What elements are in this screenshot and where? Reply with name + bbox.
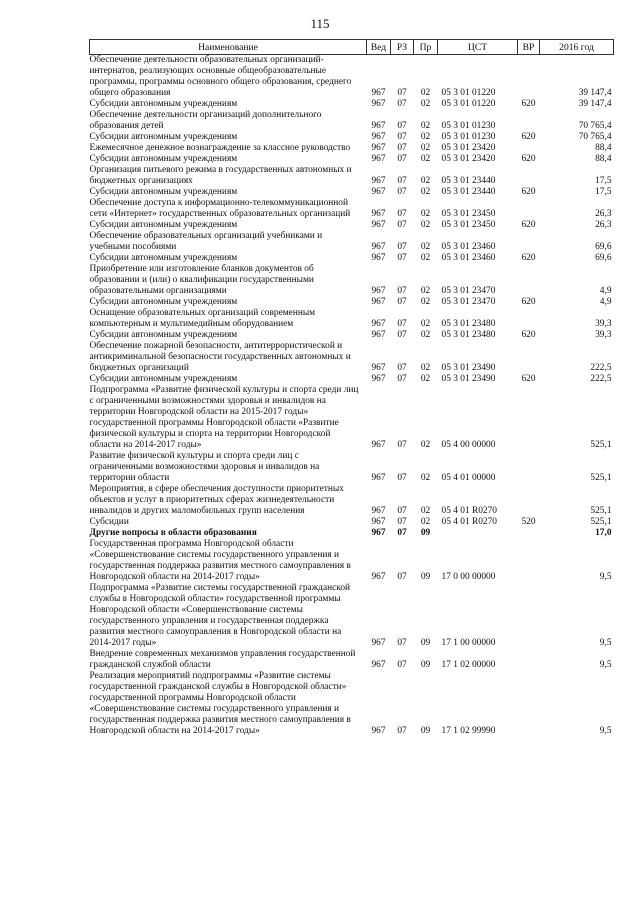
cell-rz: 07 [397,297,407,307]
cell-cst: 05 3 01 23460 [441,253,496,263]
cell-ved: 967 [371,319,386,329]
cell-ved: 967 [371,660,386,670]
cell-amount: 9,5 [599,660,612,670]
cell-amount: 39 147,4 [578,88,612,98]
cell-name: Приобретение или изготовление бланков документов об образовании и (или) о квалификации государственными образовательными организациями [89,264,314,296]
cell-rz: 07 [397,286,407,296]
cell-rz: 07 [397,88,407,98]
cell-cst: 05 3 01 23450 [441,220,496,230]
table-row [90,132,614,143]
cell-pr: 02 [420,374,431,384]
cell-ved: 967 [371,143,386,153]
cell-rz: 07 [397,209,407,219]
table-row [90,583,614,649]
table-row [90,385,614,451]
table-row [90,649,614,671]
cell-cst: 05 3 01 23490 [441,363,496,373]
cell-amount: 39,3 [595,319,612,329]
table-row [90,264,614,297]
cell-rz: 07 [397,506,407,516]
table-row [90,308,614,330]
cell-rz: 07 [397,374,407,384]
cell-vr: 620 [521,187,536,197]
header-pr: Пр [414,40,438,55]
cell-name: Субсидии автономным учреждениям [89,374,238,384]
cell-cst: 05 4 00 00000 [441,440,496,450]
cell-name: Обеспечение деятельности образовательных организаций-интернатов, реализующих основные общеобразовательные программы, программы основного общего образования, среднего общего образования [89,55,352,98]
cell-vr: 620 [521,99,536,109]
table-row [90,220,614,231]
cell-ved: 967 [371,187,386,197]
cell-amount: 17,0 [595,528,612,538]
cell-vr: 620 [521,253,536,263]
cell-pr: 02 [420,330,431,340]
cell-pr: 02 [420,209,431,219]
cell-ved: 967 [371,297,386,307]
cell-name: Обеспечение пожарной безопасности, антитеррористической и антикриминальной безопасности государственных автономных и бюджетных организаций [89,341,351,373]
cell-amount: 39 147,4 [578,99,612,109]
cell-name: Субсидии автономным учреждениям [89,253,238,263]
cell-rz: 07 [397,638,407,648]
cell-amount: 525,1 [590,517,612,527]
cell-amount: 70 765,4 [578,121,612,131]
table-row [90,297,614,308]
cell-amount: 525,1 [590,473,612,483]
table-row [90,110,614,132]
cell-name: Обеспечение деятельности организаций дополнительного образования детей [89,110,322,131]
cell-amount: 69,6 [595,253,612,263]
cell-name: Субсидии автономным учреждениям [89,330,238,340]
cell-rz: 07 [397,154,407,164]
cell-ved: 967 [371,176,386,186]
cell-rz: 07 [397,242,407,252]
cell-pr: 02 [420,154,431,164]
cell-cst: 17 1 00 00000 [441,638,496,648]
cell-rz: 07 [397,660,407,670]
cell-amount: 4,9 [599,286,612,296]
cell-amount: 17,5 [595,187,612,197]
header-vr: ВР [518,40,540,55]
cell-rz: 07 [397,440,407,450]
cell-name: Субсидии автономным учреждениям [89,187,238,197]
cell-rz: 07 [397,330,407,340]
cell-ved: 967 [371,572,386,582]
cell-rz: 07 [397,176,407,186]
cell-amount: 17,5 [595,176,612,186]
cell-vr [518,308,540,330]
cell-vr [518,484,540,517]
cell-rz: 07 [397,220,407,230]
table-row [90,55,614,100]
table-row [90,143,614,154]
cell-amount: 525,1 [590,440,612,450]
cell-pr: 02 [420,132,431,142]
cell-name: Субсидии автономным учреждениям [89,220,238,230]
cell-ved: 967 [371,506,386,516]
cell-rz: 07 [397,319,407,329]
cell-cst: 05 3 01 23470 [441,286,496,296]
cell-ved: 967 [371,363,386,373]
cell-ved: 967 [371,154,386,164]
cell-rz: 07 [397,473,407,483]
cell-cst [438,528,518,539]
cell-amount: 222,5 [590,363,612,373]
table-row [90,517,614,528]
cell-ved: 967 [371,209,386,219]
cell-vr [518,341,540,374]
cell-ved: 967 [371,473,386,483]
cell-ved: 967 [371,330,386,340]
cell-vr [518,110,540,132]
cell-rz: 07 [397,528,407,538]
cell-pr: 02 [420,473,431,483]
cell-name: Обеспечение доступа к информационно-телекоммуникационной сети «Интернет» государственных образовательных организаций [89,198,351,219]
cell-rz: 07 [397,363,407,373]
cell-ved: 967 [371,132,386,142]
cell-rz: 07 [397,726,407,736]
cell-amount: 39,3 [595,330,612,340]
cell-vr [518,539,540,583]
cell-name: Организация питьевого режима в государственных автономных и бюджетных организациях [89,165,352,186]
cell-cst: 05 3 01 01220 [441,88,496,98]
cell-vr: 520 [521,517,536,527]
cell-cst: 05 3 01 23450 [441,209,496,219]
cell-pr: 02 [420,176,431,186]
cell-ved: 967 [371,286,386,296]
cell-ved: 967 [371,99,386,109]
cell-cst: 17 1 02 99990 [441,726,496,736]
cell-cst: 05 3 01 23420 [441,154,496,164]
cell-amount: 222,5 [590,374,612,384]
cell-pr: 09 [420,572,431,582]
cell-vr: 620 [521,220,536,230]
cell-pr: 09 [420,638,431,648]
cell-vr [518,649,540,671]
table-row [90,165,614,187]
cell-ved: 967 [371,121,386,131]
cell-amount: 88,4 [595,154,612,164]
cell-rz: 07 [397,121,407,131]
cell-vr [518,671,540,737]
cell-name: Субсидии [89,517,129,527]
table-row [90,528,614,539]
cell-name: Государственная программа Новгородской области «Совершенствование системы государственного управления и государственная поддержка развития местного самоуправления в Новгородской области на 2014-2017 годы» [89,539,351,582]
cell-amount: 88,4 [595,143,612,153]
cell-rz: 07 [397,99,407,109]
cell-name: Оснащение образовательных организаций современным компьютерным и мультимедийным оборудованием [89,308,316,329]
cell-cst: 17 0 00 00000 [441,572,496,582]
header-rz: РЗ [391,40,414,55]
cell-vr: 620 [521,374,536,384]
cell-ved: 967 [371,88,386,98]
header-name: Наименование [90,40,367,55]
table-row [90,154,614,165]
table-row [90,539,614,583]
cell-pr: 02 [420,363,431,373]
cell-vr [518,198,540,220]
table-row [90,231,614,253]
cell-ved: 967 [371,242,386,252]
cell-rz: 07 [397,143,407,153]
cell-cst: 17 1 02 00000 [441,660,496,670]
cell-vr: 620 [521,330,536,340]
table-row [90,187,614,198]
table-row [90,198,614,220]
table-row [90,330,614,341]
cell-vr [518,528,540,539]
cell-name: Обеспечение образовательных организаций учебниками и учебными пособиями [89,231,323,252]
cell-pr: 02 [420,99,431,109]
cell-ved: 967 [371,220,386,230]
cell-amount: 26,3 [595,220,612,230]
cell-amount: 525,1 [590,506,612,516]
cell-pr: 02 [420,440,431,450]
table-row [90,99,614,110]
cell-vr: 620 [521,132,536,142]
cell-amount: 9,5 [599,572,612,582]
cell-name: Внедрение современных механизмов управления государственной гражданской службой области [89,649,356,670]
cell-name: Мероприятия, в сфере обеспечения доступности приоритетных объектов и услуг в приоритетных сферах жизнедеятельности инвалидов и других маломобильных групп населения [89,484,344,516]
cell-pr: 02 [420,297,431,307]
cell-ved: 967 [371,528,386,538]
cell-name: Развитие физической культуры и спорта среди лиц с ограниченными возможностями здоровья и инвалидов на территории области [89,451,320,483]
cell-cst: 05 3 01 01230 [441,121,496,131]
cell-vr [518,451,540,484]
cell-amount: 9,5 [599,638,612,648]
cell-amount: 69,6 [595,242,612,252]
header-year: 2016 год [540,40,614,55]
header-cst: ЦСТ [438,40,518,55]
table-row [90,341,614,374]
cell-pr: 02 [420,506,431,516]
cell-name: Другие вопросы в области образования [89,528,257,538]
cell-pr: 02 [420,143,431,153]
cell-cst: 05 3 01 23460 [441,242,496,252]
cell-cst: 05 4 01 R0270 [441,506,497,516]
cell-cst: 05 3 01 23440 [441,187,496,197]
budget-table [89,39,614,737]
cell-vr [518,55,540,100]
cell-name: Ежемесячное денежное вознаграждение за классное руководство [89,143,351,153]
cell-cst: 05 4 01 00000 [441,473,496,483]
cell-ved: 967 [371,638,386,648]
cell-cst: 05 3 01 23420 [441,143,496,153]
cell-cst: 05 3 01 23480 [441,330,496,340]
cell-ved: 967 [371,440,386,450]
page-number: 115 [310,16,330,31]
cell-rz: 07 [397,517,407,527]
cell-vr [518,143,540,154]
cell-amount: 4,9 [599,297,612,307]
cell-vr [518,165,540,187]
cell-cst: 05 3 01 01220 [441,99,496,109]
cell-name: Реализация мероприятий подпрограммы «Развитие системы государственной гражданской службы в Новгородской области» государственной программы Новгородской области «Совершенствование системы государственного управления и государственная поддержка развития местного самоуправления в Новгородской области на 2014-2017 годы» [89,671,351,736]
cell-cst: 05 3 01 23480 [441,319,496,329]
cell-name: Субсидии автономным учреждениям [89,154,238,164]
table-row [90,451,614,484]
cell-rz: 07 [397,187,407,197]
header-ved: Вед [367,40,391,55]
cell-pr: 02 [420,319,431,329]
cell-ved: 967 [371,253,386,263]
cell-pr: 09 [420,660,431,670]
cell-amount: 26,3 [595,209,612,219]
cell-vr: 620 [521,154,536,164]
cell-cst: 05 3 01 23470 [441,297,496,307]
cell-vr [518,385,540,451]
cell-pr: 02 [420,88,431,98]
cell-rz: 07 [397,132,407,142]
cell-pr: 02 [420,286,431,296]
cell-cst: 05 4 01 R0270 [441,517,497,527]
cell-rz: 07 [397,572,407,582]
cell-pr: 09 [420,528,431,538]
cell-name: Субсидии автономным учреждениям [89,297,238,307]
cell-pr: 02 [420,242,431,252]
cell-ved: 967 [371,374,386,384]
cell-pr: 02 [420,253,431,263]
table-row [90,253,614,264]
cell-pr: 02 [420,121,431,131]
cell-cst: 05 3 01 23490 [441,374,496,384]
cell-amount: 9,5 [599,726,612,736]
cell-vr: 620 [521,297,536,307]
cell-name: Субсидии автономным учреждениям [89,132,238,142]
table-row [90,671,614,737]
table-row [90,484,614,517]
cell-cst: 05 3 01 01230 [441,132,496,142]
cell-vr [518,583,540,649]
cell-name: Подпрограмма «Развитие физической культуры и спорта среди лиц с ограниченными возможностями здоровья и инвалидов на территории Новгородской области на 2015-2017 годы» государственной программы Новгородской области «Развитие физической культуры и спорта на территории Новгородской области на 2014-2017 годы» [89,385,359,450]
table-body [90,55,614,738]
cell-name: Подпрограмма «Развитие системы государственной гражданской службы в Новгородской области» государственной программы Новгородской области «Совершенствование системы государственного управления и государственная поддержка развития местного самоуправления в Новгородской области на 2014-2017 годы» [89,583,351,648]
cell-ved: 967 [371,726,386,736]
cell-vr [518,231,540,253]
cell-cst: 05 3 01 23440 [441,176,496,186]
cell-vr [518,264,540,297]
table-row [90,374,614,385]
cell-pr: 02 [420,187,431,197]
cell-rz: 07 [397,253,407,263]
cell-name: Субсидии автономным учреждениям [89,99,238,109]
table-header-row [90,40,614,55]
cell-amount: 70 765,4 [578,132,612,142]
cell-pr: 09 [420,726,431,736]
cell-ved: 967 [371,517,386,527]
cell-pr: 02 [420,220,431,230]
cell-pr: 02 [420,517,431,527]
